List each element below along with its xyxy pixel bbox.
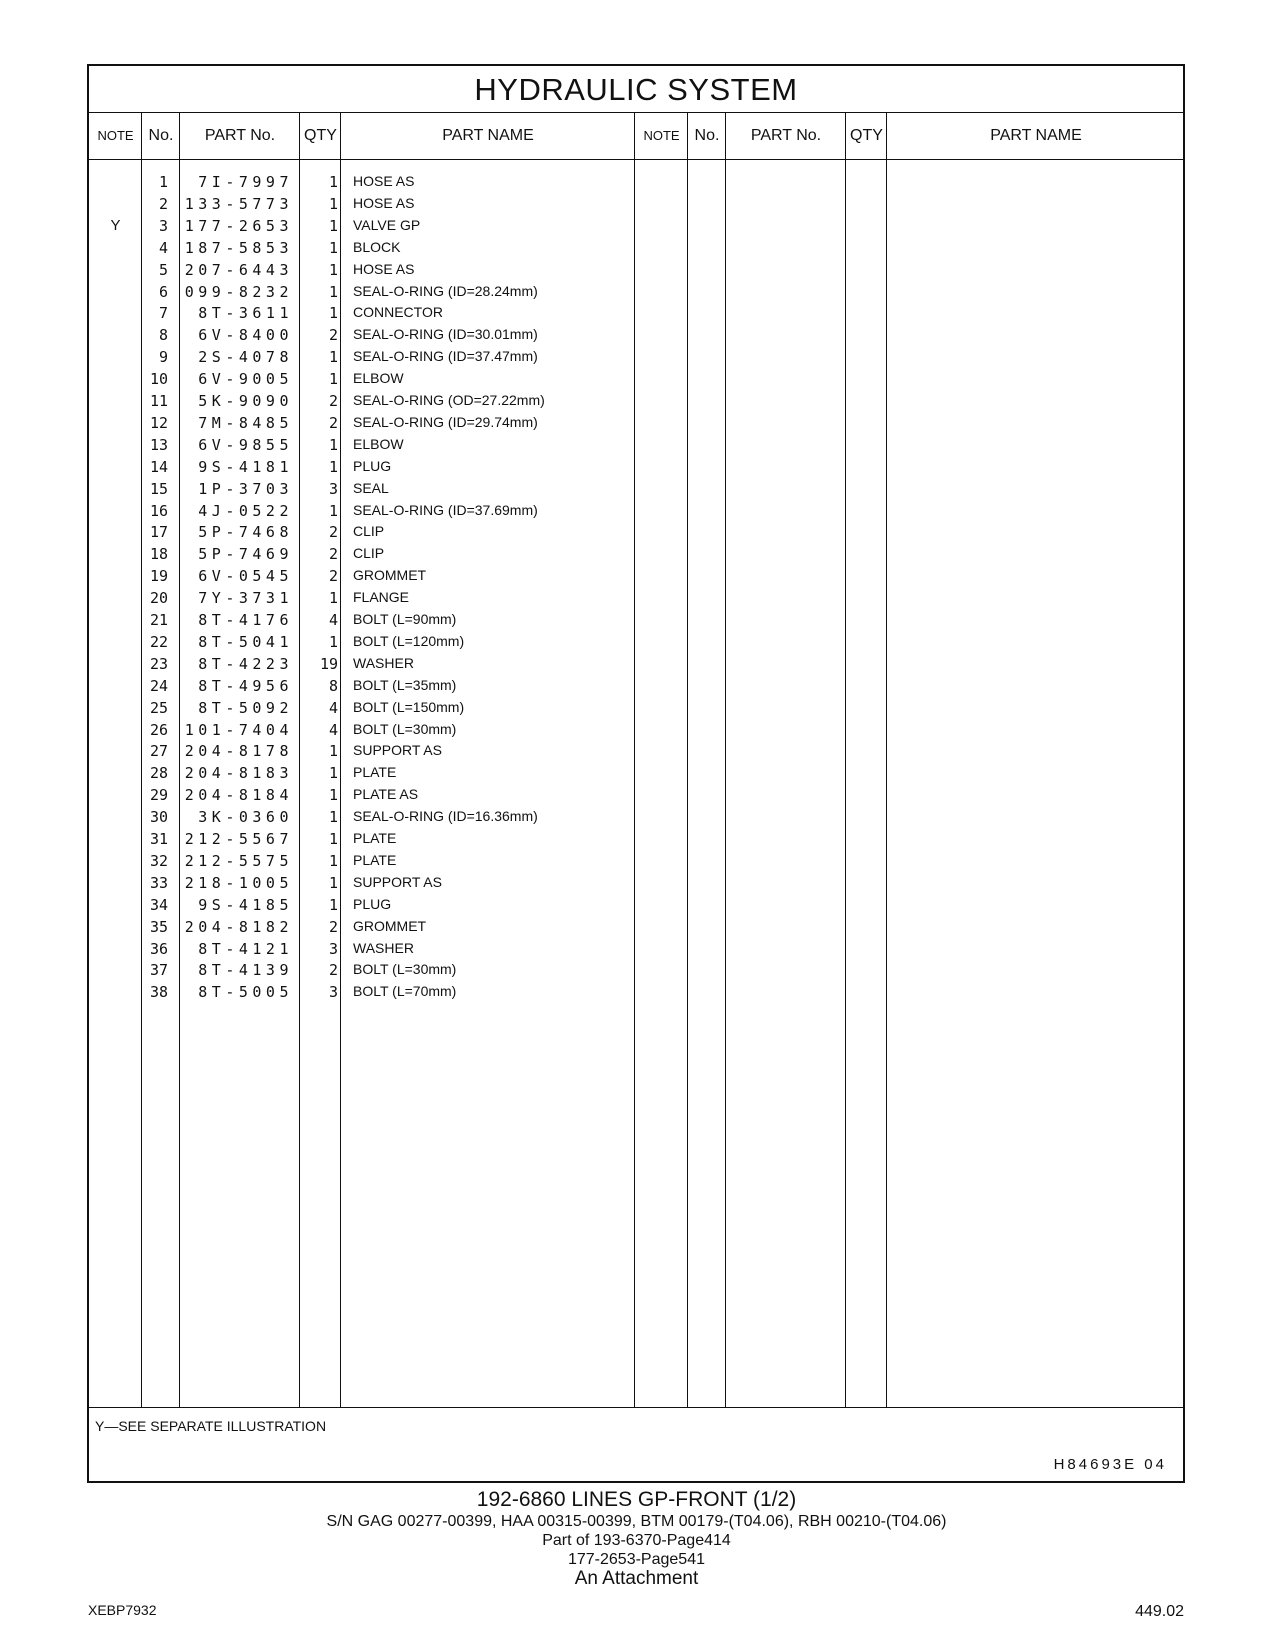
table-row [89,502,1187,525]
table-row [89,523,1187,546]
row-number: 20 [149,589,168,608]
table-row [89,348,1187,371]
row-part-number: 212-5575 [184,851,293,870]
row-part-number: 8T-4139 [198,961,293,980]
table-row [89,480,1187,503]
row-part-name: HOSE AS [353,173,415,189]
row-part-number: 177-2653 [184,216,293,235]
table-header [89,112,1183,160]
row-number: 1 [158,173,168,191]
table-row [89,283,1187,306]
row-number: 36 [149,939,168,958]
row-part-name: PLATE AS [353,786,419,803]
row-part-name: BOLT (L=30mm) [353,961,457,978]
row-quantity: 1 [328,348,338,367]
table-row [89,874,1187,897]
row-part-number: 204-8183 [184,764,293,783]
table-row [89,173,1187,196]
row-part-name: SEAL-O-RING (ID=28.24mm) [353,282,538,299]
table-row [89,589,1187,612]
row-part-name: SUPPORT AS [353,742,442,759]
row-part-name: PLATE [353,764,397,781]
row-part-name: SEAL-O-RING (ID=30.01mm) [353,326,538,343]
table-row [89,983,1187,1006]
row-quantity: 1 [328,501,338,520]
page-number: 449.02 [1135,1603,1184,1620]
row-part-number: 8T-5092 [198,698,293,717]
row-number: 4 [158,238,168,257]
row-part-number: 5P-7469 [198,545,293,564]
row-part-name: SEAL-O-RING (ID=29.74mm) [353,413,538,430]
row-quantity: 1 [328,830,338,848]
caption-reference: 177-2653-Page541 [567,1551,705,1568]
row-part-number: 1P-3703 [198,479,293,498]
row-part-number: 204-8178 [184,742,293,761]
table-row [89,304,1187,327]
row-number: 35 [149,917,168,936]
row-number: 38 [149,983,168,1002]
row-quantity: 1 [328,742,338,761]
row-quantity: 3 [328,983,338,1002]
caption-serials: S/N GAG 00277-00399, HAA 00315-00399, BTM 00179-(T04.06), RBH 00210-(T04.06) [326,1513,947,1530]
row-part-name: BOLT (L=150mm) [353,698,465,715]
header-note: NOTE [97,128,134,143]
table-row [89,655,1187,678]
table-row [89,611,1187,634]
row-quantity: 2 [328,961,338,980]
table-row [89,699,1187,722]
row-part-number: 218-1005 [184,873,293,892]
table-row [89,918,1187,941]
row-part-number: 8T-4176 [198,611,293,629]
header-part-no: PART No. [204,127,276,144]
row-part-name: WASHER [353,939,414,956]
illustration-code: H84693E 04 [1053,1456,1167,1473]
row-part-name: PLATE [353,830,397,846]
row-part-number: 7M-8485 [198,413,293,432]
row-part-name: PLUG [353,457,392,474]
row-number: 12 [149,413,168,432]
caption-part-of: Part of 193-6370-Page414 [542,1532,731,1549]
row-part-name: SEAL-O-RING (OD=27.22mm) [353,392,545,408]
table-row [89,786,1187,809]
table-row [89,436,1187,459]
row-number: 6 [158,282,168,301]
row-part-name: BLOCK [353,238,401,255]
row-part-number: 8T-5041 [198,632,293,651]
row-part-name: CONNECTOR [353,304,443,321]
row-part-name: SEAL-O-RING (ID=37.47mm) [353,348,538,365]
row-number: 33 [149,873,168,892]
row-part-name: SEAL [353,479,389,496]
header-part-name-2: PART NAME [990,127,1082,144]
row-part-number: 2S-4078 [198,348,293,367]
row-part-number: 207-6443 [184,260,293,279]
row-quantity: 2 [328,392,338,410]
table-row [89,808,1187,831]
row-part-number: 204-8184 [184,786,293,805]
row-part-number: 8T-4121 [198,939,293,958]
row-part-number: 187-5853 [184,238,293,257]
table-row [89,217,1187,240]
header-qty: QTY [304,127,337,144]
caption-title: 192-6860 LINES GP-FRONT (1/2) [476,1488,797,1511]
row-number: 19 [149,567,168,586]
row-part-number: 5P-7468 [198,523,293,542]
row-quantity: 1 [328,173,338,191]
row-part-number: 8T-4956 [198,676,293,695]
row-quantity: 2 [328,413,338,432]
row-quantity: 2 [328,567,338,586]
table-row [89,370,1187,393]
row-number: 26 [149,720,168,739]
row-quantity: 3 [328,479,338,498]
header-no-2: No. [694,127,720,144]
row-part-number: 9S-4185 [198,895,293,914]
row-part-number: 8T-3611 [198,304,293,323]
row-part-number: 7Y-3731 [198,589,293,608]
row-number: 18 [149,545,168,564]
row-quantity: 2 [328,917,338,936]
row-number: 23 [149,654,168,673]
row-quantity: 1 [328,632,338,651]
row-part-name: FLANGE [353,589,410,606]
row-quantity: 3 [328,939,338,958]
row-number: 34 [149,895,168,914]
table-row [89,677,1187,700]
row-number: 5 [158,260,168,279]
row-part-number: 6V-9005 [198,370,293,389]
row-quantity: 1 [328,282,338,301]
row-number: 7 [158,304,168,323]
row-part-number: 101-7404 [184,720,293,739]
row-part-name: SUPPORT AS [353,873,442,890]
table-row [89,567,1187,590]
row-part-number: 099-8232 [184,282,293,301]
table-row [89,742,1187,765]
row-part-name: HOSE AS [353,194,415,211]
row-part-number: 7I-7997 [198,173,293,191]
row-quantity: 2 [328,523,338,542]
table-row [89,545,1187,568]
table-row [89,721,1187,744]
table-row [89,326,1187,349]
row-part-name: BOLT (L=70mm) [353,983,457,1000]
row-quantity: 1 [328,457,338,476]
row-number: 28 [149,764,168,783]
row-quantity: 1 [328,808,338,827]
row-part-name: ELBOW [353,435,404,452]
row-quantity: 1 [328,786,338,805]
row-number: 10 [149,370,168,389]
table-row [89,195,1187,218]
row-number: 27 [149,742,168,761]
row-part-name: BOLT (L=90mm) [353,611,457,627]
row-quantity: 1 [328,895,338,914]
row-quantity: 1 [328,873,338,892]
header-no: No. [148,127,174,144]
row-number: 16 [149,501,168,520]
row-number: 31 [149,830,168,848]
row-number: 14 [149,457,168,476]
table-row [89,239,1187,262]
row-part-number: 212-5567 [184,830,293,848]
caption-attachment: An Attachment [574,1568,699,1589]
row-part-name: CLIP [353,523,385,540]
row-quantity: 4 [328,611,338,629]
row-number: 22 [149,632,168,651]
row-part-number: 8T-5005 [198,983,293,1002]
row-number: 25 [149,698,168,717]
row-quantity: 1 [328,238,338,257]
table-row [89,414,1187,437]
row-number: 13 [149,435,168,454]
table-row [89,830,1187,853]
row-part-name: PLATE [353,851,397,868]
table-row [89,940,1187,963]
row-part-number: 5K-9090 [198,392,293,410]
row-part-number: 8T-4223 [198,654,293,673]
row-number: 24 [149,676,168,695]
row-quantity: 19 [319,654,338,673]
row-part-number: 6V-9855 [198,435,293,454]
row-quantity: 2 [328,545,338,564]
row-part-number: 133-5773 [184,194,293,213]
row-quantity: 1 [328,764,338,783]
row-quantity: 1 [328,260,338,279]
table-row [89,896,1187,919]
row-part-name: WASHER [353,654,414,671]
row-part-number: 9S-4181 [198,457,293,476]
table-row [89,458,1187,481]
table-row [89,261,1187,284]
row-number: 29 [149,786,168,805]
row-quantity: 2 [328,326,338,345]
row-part-name: ELBOW [353,370,404,387]
row-part-name: PLUG [353,895,392,912]
parts-table-frame [87,64,1185,1483]
row-quantity: 4 [328,720,338,739]
table-row [89,633,1187,656]
row-quantity: 1 [328,589,338,608]
row-number: 2 [158,194,168,213]
row-number: 15 [149,479,168,498]
table-bottom-rule [89,1407,1183,1408]
row-quantity: 1 [328,851,338,870]
row-number: 30 [149,808,168,827]
row-quantity: 1 [328,370,338,389]
row-part-number: 204-8182 [184,917,293,936]
row-number: 32 [149,851,168,870]
table-row [89,961,1187,984]
document-id: XEBP7932 [88,1602,157,1618]
row-number: 8 [158,326,168,345]
page-title: HYDRAULIC SYSTEM [89,66,1183,113]
row-number: 9 [158,348,168,367]
row-part-number: 6V-8400 [198,326,293,345]
row-quantity: 4 [328,698,338,717]
row-part-name: VALVE GP [353,216,421,233]
row-number: 11 [149,392,168,410]
row-quantity: 8 [328,676,338,695]
row-part-name: GROMMET [353,917,427,934]
row-part-name: GROMMET [353,567,427,584]
row-part-name: HOSE AS [353,260,415,277]
row-part-number: 3K-0360 [198,808,293,827]
row-number: 3 [158,216,168,235]
row-quantity: 1 [328,216,338,235]
row-part-name: BOLT (L=30mm) [353,720,457,737]
header-note-2: NOTE [643,128,680,143]
row-part-number: 4J-0522 [198,501,293,520]
row-part-name: BOLT (L=35mm) [353,676,457,693]
row-part-name: SEAL-O-RING (ID=37.69mm) [353,501,538,518]
row-part-name: SEAL-O-RING (ID=16.36mm) [353,808,538,825]
row-quantity: 1 [328,304,338,323]
row-part-number: 6V-0545 [198,567,293,586]
row-quantity: 1 [328,194,338,213]
row-part-name: CLIP [353,545,385,562]
row-number: 37 [149,961,168,980]
row-number: 21 [149,611,168,629]
table-row [89,852,1187,875]
header-part-name: PART NAME [442,127,534,144]
table-row [89,764,1187,787]
row-note: Y [110,216,121,234]
header-qty-2: QTY [850,127,883,144]
row-number: 17 [149,523,168,542]
header-part-no-2: PART No. [750,127,822,144]
table-row [89,392,1187,415]
row-part-name: BOLT (L=120mm) [353,632,465,649]
footnote: Y—SEE SEPARATE ILLUSTRATION [95,1418,327,1434]
row-quantity: 1 [328,435,338,454]
